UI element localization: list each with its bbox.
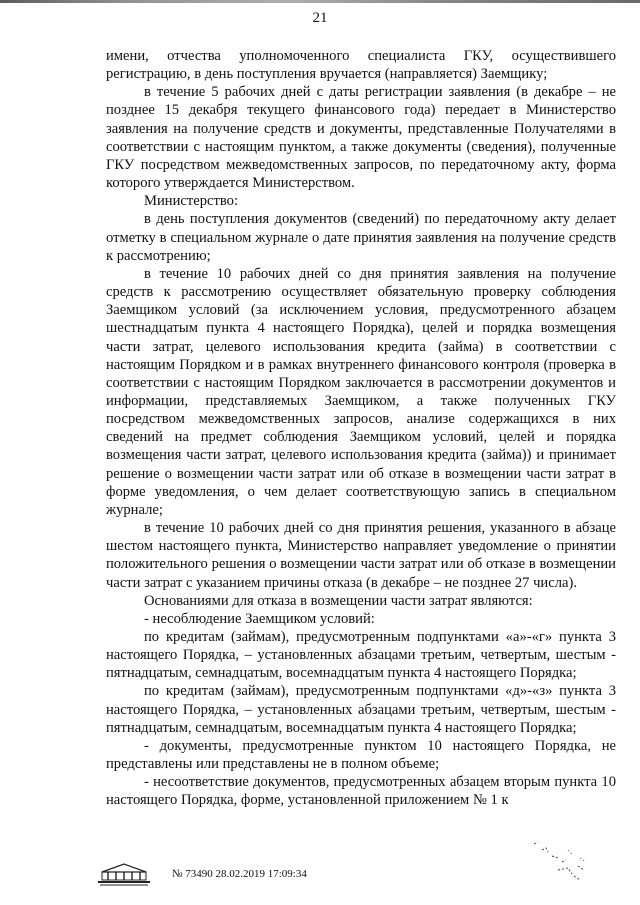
signature-mark-icon xyxy=(528,836,592,888)
paragraph-8: - несоблюдение Заемщиком условий: xyxy=(144,610,375,627)
paragraph-6: в течение 10 рабочих дней со дня принятия решения, указанного в абзаце шестом настоящего пункта, Министерство направляет уведомление о принятии положительного решения о возмещении части затрат или об отказе в возмещении части затрат с указанием причины отказа (в декабре – не позднее 27 числа). xyxy=(106,520,616,591)
ministry-stamp-icon xyxy=(92,860,156,886)
paragraph-10: по кредитам (займам), предусмотренным подпунктами «д»-«з» пункта 3 настоящего Порядка, – установленных абзацами третьим, четвертым, шестым - пятнадцатым, семнадцатым, восемнадцатым пункта 4 настоящего Порядка; xyxy=(106,683,616,736)
document-registration-ref: № 73490 28.02.2019 17:09:34 xyxy=(172,868,307,880)
paragraph-7: Основаниями для отказа в возмещении части затрат являются: xyxy=(144,592,533,609)
paragraph-12: - несоответствие документов, предусмотренных абзацем вторым пункта 10 настоящего Порядка, форме, установленной приложением № 1 к xyxy=(106,774,616,809)
document-body xyxy=(106,47,616,810)
page-number: 21 xyxy=(312,10,328,26)
paragraph-3: Министерство: xyxy=(144,193,239,210)
paragraph-5: в течение 10 рабочих дней со дня принятия заявления на получение средств к рассмотрению осуществляет обязательную проверку соблюдения Заемщиком условий (за исключением условия, предусмотренного абзацем шестнадцатым пункта 4 настоящего Порядка), целей и порядка возмещения части затрат, целевого использования кредита (займа) в соответствии с настоящим Порядком и в рамках внутреннего финансового контроля (проверка в соответствии с настоящим Порядком заключается в рассмотрении документов и информации, представляемых Заемщиком, а также полученных ГКУ посредством межведомственных запросов, анализе содержащихся в них сведений на предмет соблюдения Заемщиком условий, целей и порядка возмещения части затрат, целевого использования кредита (займа)) и принимает решение о возмещении части затрат или об отказе в возмещении части затрат в форме уведомления, о чем делает соответствующую запись в специальном журнале; xyxy=(106,265,616,518)
paragraph-1: имени, отчества уполномоченного специалиста ГКУ, осуществившего регистрацию, в день поступления вручается (направляется) Заемщику; xyxy=(106,48,616,83)
document-footer xyxy=(92,860,452,890)
scan-top-edge xyxy=(0,0,640,3)
paragraph-2: в течение 5 рабочих дней с даты регистрации заявления (в декабре – не позднее 15 декабря текущего финансового года) передает в Министерство заявления на получение средств и документы, представленные Получателями в соответствии с настоящим пунктом, а также документы (сведения), полученные ГКУ посредством межведомственных запросов, по передаточному акту, форма которого утверждается Министерством. xyxy=(106,84,616,192)
paragraph-9: по кредитам (займам), предусмотренным подпунктами «а»-«г» пункта 3 настоящего Порядка, – установленных абзацами третьим, четвертым, шестым - пятнадцатым, семнадцатым, восемнадцатым пункта 4 настоящего Порядка; xyxy=(106,629,616,682)
paragraph-11: - документы, предусмотренные пунктом 10 настоящего Порядка, не представлены или представлены не в полном объеме; xyxy=(106,737,616,773)
paragraph-4: в день поступления документов (сведений) по передаточному акту делает отметку в специальном журнале о дате принятия заявления на получение средств к рассмотрению; xyxy=(106,211,616,264)
